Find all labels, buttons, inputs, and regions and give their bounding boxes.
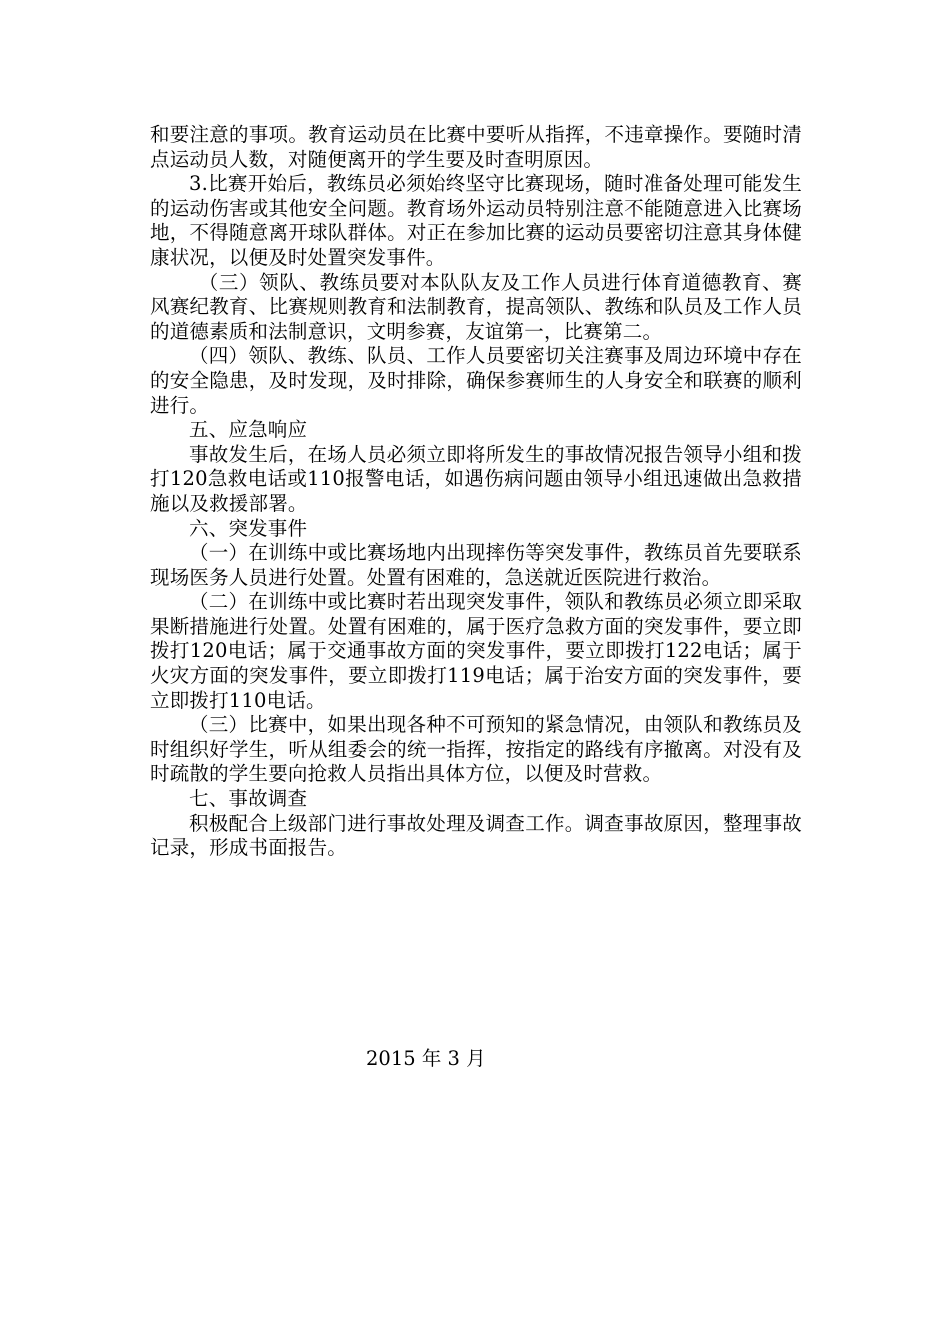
paragraph-emergency-response: 事故发生后，在场人员必须立即将所发生的事故情况报告领导小组和拨打120急救电话或110报警电话，如遇伤病问题由领导小组迅速做出急救措施以及救援部署。	[150, 442, 802, 515]
paragraph-continuation: 和要注意的事项。教育运动员在比赛中要听从指挥，不违章操作。要随时清点运动员人数，对随便离开的学生要及时查明原因。	[150, 123, 802, 171]
paragraph-sudden-event-1: （一）在训练中或比赛场地内出现摔伤等突发事件，教练员首先要联系现场医务人员进行处置。处置有困难的，急送就近医院进行救治。	[150, 541, 802, 589]
document-date: 2015 年 3 月	[366, 1047, 486, 1070]
paragraph-sudden-event-2: （二）在训练中或比赛时若出现突发事件，领队和教练员必须立即采取果断措施进行处置。处置有困难的，属于医疗急救方面的突发事件，要立即拨打120电话；属于交通事故方面的突发事件，要立即拨打122电话；属于火灾方面的突发事件，要立即拨打119电话；属于治安方面的突发事件，要立即拨打110电话。	[150, 590, 802, 712]
paragraph-accident-investigation: 积极配合上级部门进行事故处理及调查工作。调查事故原因，整理事故记录，形成书面报告。	[150, 811, 802, 860]
document-body	[150, 123, 802, 861]
heading-emergency-response: 五、应急响应	[189, 418, 308, 442]
paragraph-section-4: （四）领队、教练、队员、工作人员要密切关注赛事及周边环境中存在的安全隐患，及时发现，及时排除，确保参赛师生的人身安全和联赛的顺利进行。	[150, 344, 802, 417]
paragraph-sudden-event-3: （三）比赛中，如果出现各种不可预知的紧急情况，由领队和教练员及时组织好学生，听从组委会的统一指挥，按指定的路线有序撤离。对没有及时疏散的学生要向抢救人员指出具体方位，以便及时营救。	[150, 713, 802, 786]
heading-accident-investigation: 七、事故调查	[189, 787, 308, 811]
paragraph-section-3: （三）领队、教练员要对本队队友及工作人员进行体育道德教育、赛风赛纪教育、比赛规则教育和法制教育，提高领队、教练和队员及工作人员的道德素质和法制意识，文明参赛，友谊第一，比赛第二。	[150, 270, 802, 343]
paragraph-item-3: 3.比赛开始后，教练员必须始终坚守比赛现场，随时准备处理可能发生的运动伤害或其他安全问题。教育场外运动员特别注意不能随意进入比赛场地，不得随意离开球队群体。对正在参加比赛的运动员要密切注意其身体健康状况，以便及时处置突发事件。	[150, 172, 802, 269]
heading-sudden-events: 六、突发事件	[189, 516, 308, 540]
